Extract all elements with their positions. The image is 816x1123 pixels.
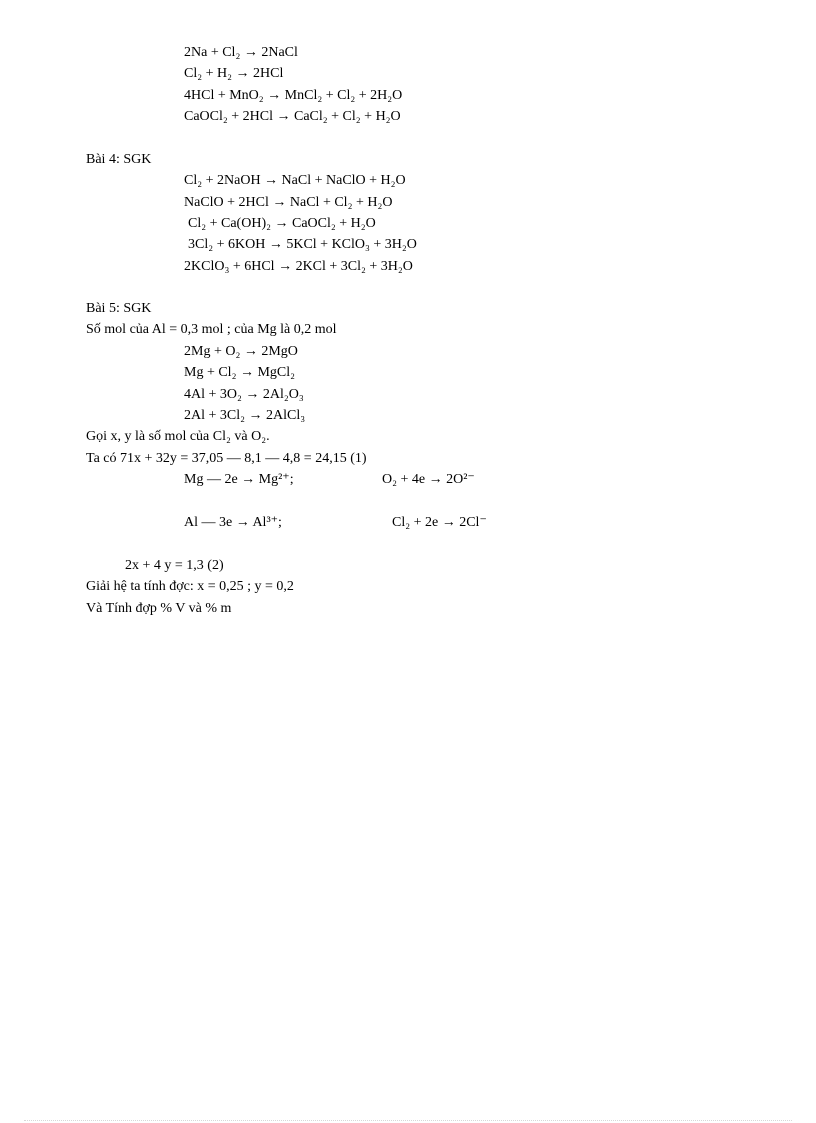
- equation-line: CaOCl₂ + 2HCl → CaCl₂ + Cl₂ + H₂O: [184, 109, 401, 124]
- half-reaction-mg: Mg — 2e → Mg²⁺;: [184, 472, 294, 487]
- equation-line: NaClO + 2HCl → NaCl + Cl₂ + H₂O: [184, 195, 393, 210]
- equation-line: 2Mg + O₂ → 2MgO: [184, 344, 298, 359]
- equation-2: 2x + 4 y = 1,3 (2): [125, 558, 224, 573]
- half-reaction-cl2: Cl₂ + 2e → 2Cl⁻: [392, 515, 487, 530]
- equation-line: Mg + Cl₂ → MgCl₂: [184, 365, 296, 380]
- equation-line: 2Na + Cl₂ → 2NaCl: [184, 45, 298, 60]
- equation-line: Cl₂ + H₂ → 2HCl: [184, 66, 284, 81]
- equation-line: 2Al + 3Cl₂ → 2AlCl₃: [184, 408, 306, 423]
- section-heading-bai5: Bài 5: SGK: [86, 301, 152, 316]
- equation-line: 2KClO₃ + 6HCl → 2KCl + 3Cl₂ + 3H₂O: [184, 259, 413, 274]
- section-heading-bai4: Bài 4: SGK: [86, 152, 152, 167]
- equation-line: Cl₂ + 2NaOH → NaCl + NaClO + H₂O: [184, 173, 406, 188]
- page-bottom-rule: [24, 1120, 792, 1121]
- variable-definition: Gọi x, y là số mol của Cl₂ và O₂.: [86, 429, 270, 444]
- half-reaction-al: Al — 3e → Al³⁺;: [184, 515, 282, 530]
- equation-line: 4Al + 3O₂ → 2Al₂O₃: [184, 387, 304, 402]
- solution-line: Giải hệ ta tính đợc: x = 0,25 ; y = 0,2: [86, 579, 294, 594]
- equation-line: 3Cl₂ + 6KOH → 5KCl + KClO₃ + 3H₂O: [188, 237, 417, 252]
- final-line: Và Tính đợp % V và % m: [86, 601, 232, 616]
- equation-line: 4HCl + MnO₂ → MnCl₂ + Cl₂ + 2H₂O: [184, 88, 403, 103]
- half-reaction-o2: O₂ + 4e → 2O²⁻: [382, 472, 475, 487]
- equation-1: Ta có 71x + 32y = 37,05 — 8,1 — 4,8 = 24,15 (1): [86, 451, 367, 466]
- moles-statement: Số mol của Al = 0,3 mol ; của Mg là 0,2 mol: [86, 322, 337, 337]
- equation-line: Cl₂ + Ca(OH)₂ → CaOCl₂ + H₂O: [188, 216, 376, 231]
